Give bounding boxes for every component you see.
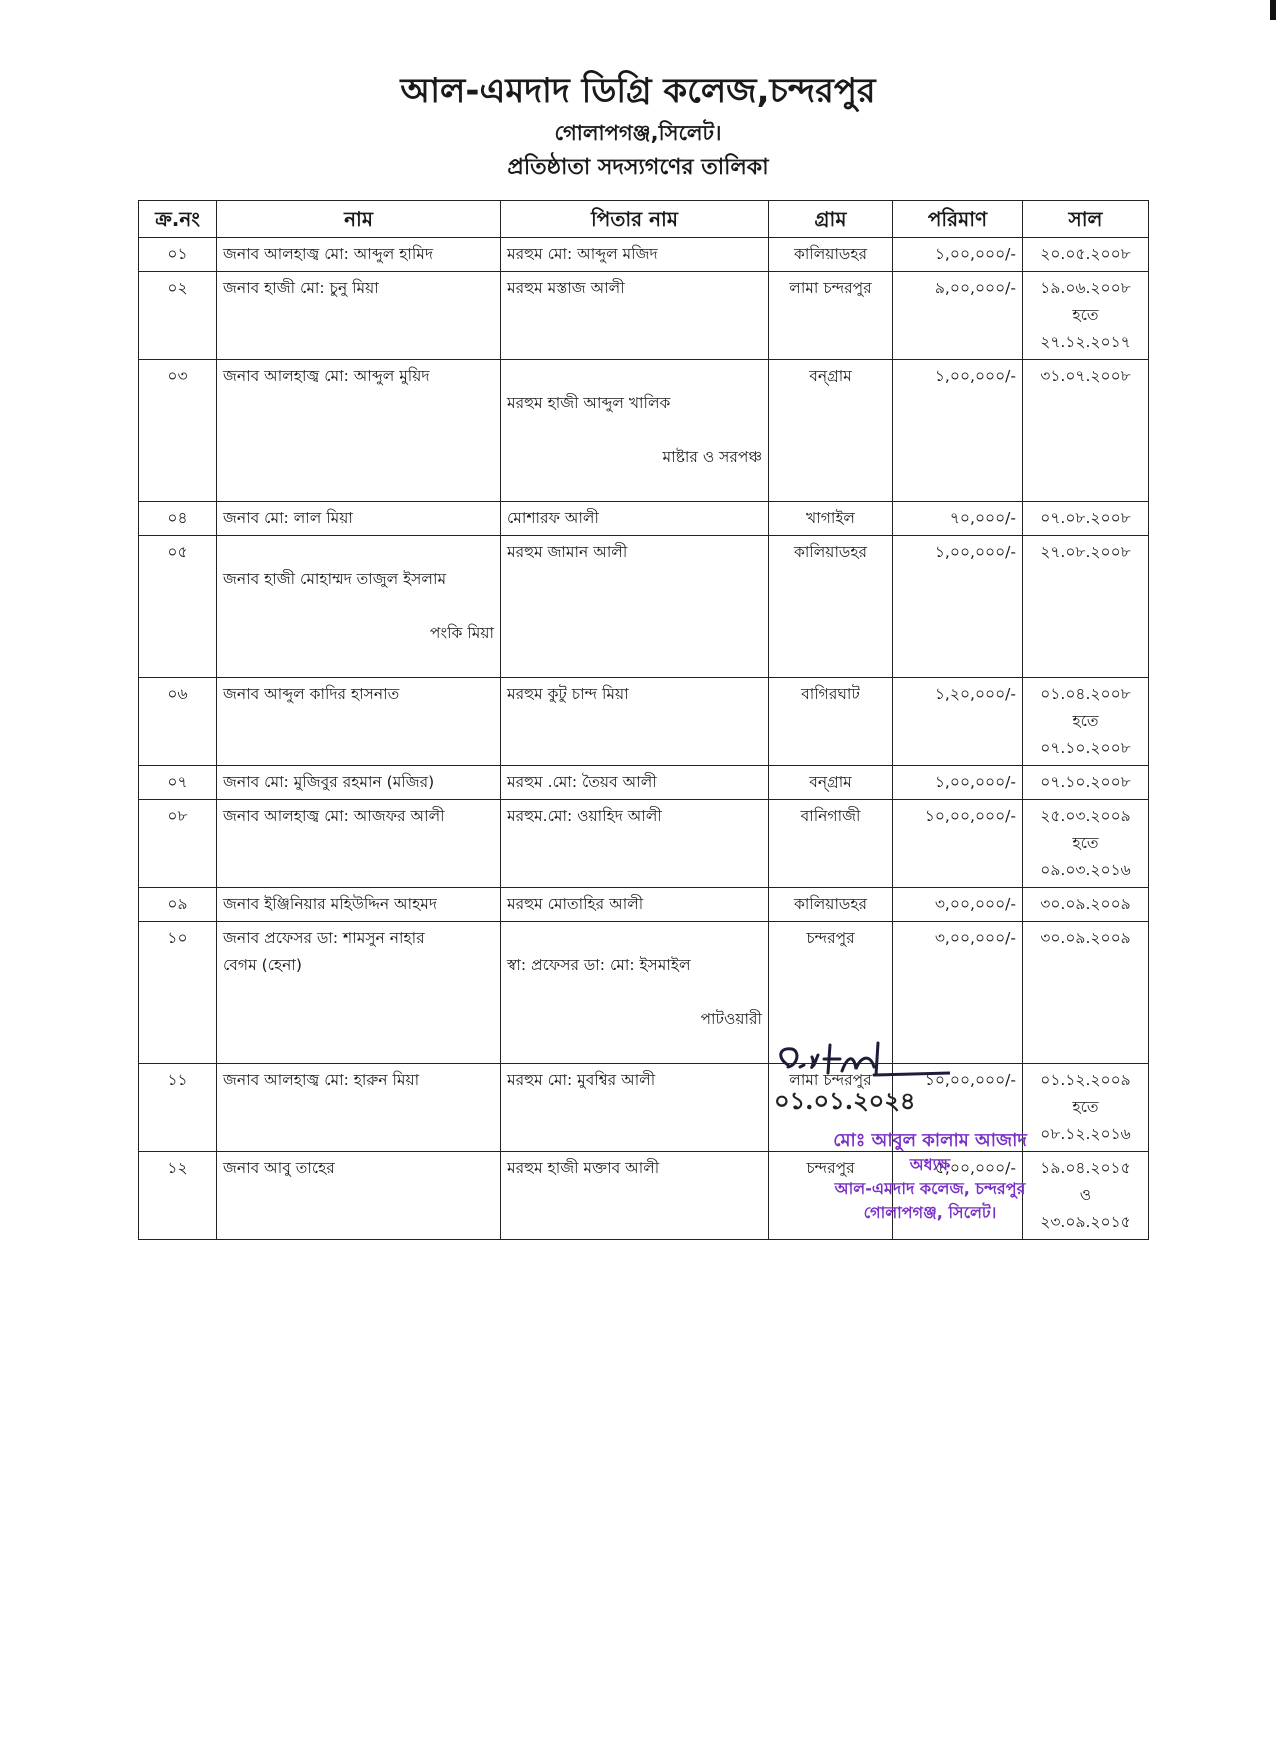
cell-father-line2: মাষ্টার ও সরপঞ্চ [662,448,762,466]
cell-village: লামা চন্দরপুর [769,1064,893,1152]
cell-amount: ১০,০০,০০০/- [893,800,1023,888]
cell-father: মরহুম জামান আলী [501,536,769,678]
cell-year: ০১.০৪.২০০৮ হতে ০৭.১০.২০০৮ [1023,678,1149,766]
table-row [139,238,1149,272]
column-header-amount: পরিমাণ [893,201,1023,238]
college-title: আল-এমদাদ ডিগ্রি কলেজ,চন্দরপুর [400,71,876,111]
cell-amount: ৭০,০০০/- [893,502,1023,536]
cell-name-line1: জনাব হাজী মোহাম্মদ তাজুল ইসলাম [223,570,447,588]
cell-amount: ৩,০০,০০০/- [893,922,1023,1064]
cell-village: বানিগাজী [769,800,893,888]
cell-village: কালিয়াডহর [769,238,893,272]
table-row [139,502,1149,536]
cell-amount: ১,০০,০০০/- [893,766,1023,800]
cell-name: জনাব প্রফেসর ডা: শামসুন নাহার বেগম (হেনা) [217,922,501,1064]
cell-name: জনাব আলহাজ্ব মো: হারুন মিয়া [217,1064,501,1152]
table-row [139,800,1149,888]
cell-father-line1: মরহুম হাজী আব্দুল খালিক [507,394,671,412]
cell-village: বাগিরঘাট [769,678,893,766]
table-row [139,360,1149,502]
cell-father: মরহুম মো: মুবশ্বির আলী [501,1064,769,1152]
college-address: গোলাপগঞ্জ,সিলেট। [554,121,722,145]
signature-block [770,1035,1090,1225]
cell-serial: ০৩ [139,360,217,502]
cell-father-line1: স্বা: প্রফেসর ডা: মো: ইসমাইল [507,956,691,974]
cell-father: মরহুম .মো: তৈয়ব আলী [501,766,769,800]
cell-village: বন্গ্রাম [769,360,893,502]
table-row [139,678,1149,766]
handwritten-signature [770,1035,950,1083]
column-header-father: পিতার নাম [501,201,769,238]
principal-stamp [770,1129,1090,1225]
signature-line [770,1035,1090,1123]
signature-date: ০১.০১.২০২৪ [774,1086,916,1115]
cell-village: লামা চন্দরপুর [769,272,893,360]
cell-year: ৩০.০৯.২০০৯ [1023,888,1149,922]
cell-serial: ০৯ [139,888,217,922]
cell-name: জনাব আবু তাহের [217,1152,501,1240]
cell-amount: ১,২০,০০০/- [893,678,1023,766]
cell-name: জনাব মো: মুজিবুর রহমান (মজির) [217,766,501,800]
page-edge-mark [1270,0,1276,20]
cell-amount: ৯,০০,০০০/- [893,272,1023,360]
cell-name-line2: পংকি মিয়া [429,624,494,642]
stamp-designation: অধ্যক্ষ [909,1155,951,1174]
cell-year: ২৭.০৮.২০০৮ [1023,536,1149,678]
cell-father: মরহুম মস্তাজ আলী [501,272,769,360]
cell-village: কালিয়াডহর [769,536,893,678]
table-row [139,766,1149,800]
column-header-year: সাল [1023,201,1149,238]
cell-father: মরহুম মো: আব্দুল মজিদ [501,238,769,272]
cell-name: জনাব আলহাজ্ব মো: আব্দুল মুয়িদ [217,360,501,502]
cell-serial: ০৭ [139,766,217,800]
cell-father-line2: পাটওয়ারী [700,1010,762,1028]
cell-serial: ০৫ [139,536,217,678]
cell-village: চন্দরপুর [769,1152,893,1240]
cell-serial: ১০ [139,922,217,1064]
cell-year: ০৭.১০.২০০৮ [1023,766,1149,800]
cell-name [217,536,501,678]
cell-name: জনাব আব্দুল কাদির হাসনাত [217,678,501,766]
cell-village: কালিয়াডহর [769,888,893,922]
cell-name: জনাব ইঞ্জিনিয়ার মহিউদ্দিন আহমদ [217,888,501,922]
cell-father: মরহুম.মো: ওয়াহিদ আলী [501,800,769,888]
cell-serial: ১১ [139,1064,217,1152]
cell-name: জনাব আলহাজ্ব মো: আব্দুল হামিদ [217,238,501,272]
document-header [0,68,1276,184]
cell-village: বন্গ্রাম [769,766,893,800]
column-header-serial: ক্র.নং [139,201,217,238]
cell-serial: ০১ [139,238,217,272]
table-header-row [139,201,1149,238]
cell-amount: ১০,০০,০০০/- [893,1064,1023,1152]
list-title: প্রতিষ্ঠাতা সদস্যগণের তালিকা [507,155,769,180]
cell-amount: ১,০০,০০০/- [893,238,1023,272]
cell-amount: ১,০০,০০০/- [893,360,1023,502]
cell-year: ০৭.০৮.২০০৮ [1023,502,1149,536]
cell-serial: ০৮ [139,800,217,888]
column-header-name: নাম [217,201,501,238]
cell-name: জনাব হাজী মো: চুনু মিয়া [217,272,501,360]
cell-year: ১৯.০৬.২০০৮ হতে ২৭.১২.২০১৭ [1023,272,1149,360]
cell-year: ১৯.০৪.২০১৫ ও ২৩.০৯.২০১৫ [1023,1152,1149,1240]
column-header-village: গ্রাম [769,201,893,238]
cell-amount: ৫,০০,০০০/- [893,1152,1023,1240]
cell-village: খাগাইল [769,502,893,536]
cell-year: ৩১.০৭.২০০৮ [1023,360,1149,502]
cell-name: জনাব আলহাজ্ব মো: আজফর আলী [217,800,501,888]
cell-father: মরহুম মোতাহির আলী [501,888,769,922]
cell-father: মোশারফ আলী [501,502,769,536]
cell-year: ২০.০৫.২০০৮ [1023,238,1149,272]
cell-year: ৩০.০৯.২০০৯ [1023,922,1149,1064]
cell-year: ২৫.০৩.২০০৯ হতে ০৯.০৩.২০১৬ [1023,800,1149,888]
stamp-institution: আল-এমদাদ কলেজ, চন্দরপুর [834,1179,1026,1198]
table-row [139,272,1149,360]
stamp-name: মোঃ আবুল কালাম আজাদ [833,1130,1027,1151]
cell-serial: ০২ [139,272,217,360]
table-row [139,888,1149,922]
cell-serial: ০৪ [139,502,217,536]
cell-father: মরহুম হাজী মক্তাব আলী [501,1152,769,1240]
cell-father [501,360,769,502]
cell-father [501,922,769,1064]
cell-serial: ১২ [139,1152,217,1240]
cell-amount: ১,০০,০০০/- [893,536,1023,678]
cell-year: ০১.১২.২০০৯ হতে ০৮.১২.২০১৬ [1023,1064,1149,1152]
cell-amount: ৩,০০,০০০/- [893,888,1023,922]
cell-name: জনাব মো: লাল মিয়া [217,502,501,536]
table-row [139,536,1149,678]
cell-village: চন্দরপুর [769,922,893,1064]
stamp-address: গোলাপগঞ্জ, সিলেট। [863,1203,997,1222]
cell-serial: ০৬ [139,678,217,766]
cell-father: মরহুম কুটু চান্দ মিয়া [501,678,769,766]
